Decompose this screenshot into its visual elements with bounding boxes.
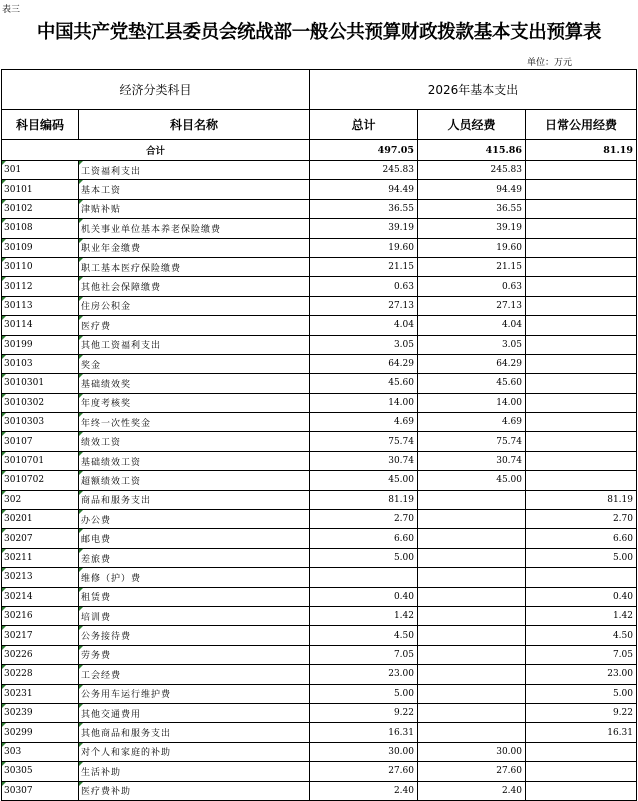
row-public <box>526 277 637 296</box>
table-row <box>2 529 637 548</box>
row-public <box>526 432 637 451</box>
row-total: 30.74 <box>310 451 418 470</box>
table-row <box>2 723 637 742</box>
row-public: 2.70 <box>526 510 637 529</box>
row-code: 30113 <box>2 296 79 315</box>
table-row <box>2 180 637 199</box>
row-code: 30307 <box>2 781 79 800</box>
row-public <box>526 257 637 276</box>
row-total: 0.40 <box>310 587 418 606</box>
row-total: 5.00 <box>310 548 418 567</box>
row-public: 16.31 <box>526 723 637 742</box>
row-personnel <box>418 529 526 548</box>
row-code: 30299 <box>2 723 79 742</box>
row-code: 30216 <box>2 606 79 625</box>
table-row <box>2 703 637 722</box>
row-name: 职业年金缴费 <box>79 238 310 257</box>
row-public <box>526 742 637 761</box>
row-personnel <box>418 606 526 625</box>
table-row <box>2 432 637 451</box>
row-total: 2.70 <box>310 510 418 529</box>
row-name: 对个人和家庭的补助 <box>79 742 310 761</box>
table-row <box>2 161 637 180</box>
header-year-expense: 2026年基本支出 <box>310 70 637 110</box>
row-personnel: 36.55 <box>418 199 526 218</box>
row-total: 6.60 <box>310 529 418 548</box>
row-public: 1.42 <box>526 606 637 625</box>
row-public: 5.00 <box>526 684 637 703</box>
row-personnel: 45.60 <box>418 374 526 393</box>
row-name: 公务用车运行维护费 <box>79 684 310 703</box>
row-code: 30107 <box>2 432 79 451</box>
row-total: 81.19 <box>310 490 418 509</box>
row-total <box>310 568 418 587</box>
row-personnel: 45.00 <box>418 471 526 490</box>
row-total: 36.55 <box>310 199 418 218</box>
row-code: 30109 <box>2 238 79 257</box>
header-econ-category: 经济分类科目 <box>2 70 310 110</box>
header-row-2 <box>2 110 637 140</box>
row-personnel: 30.00 <box>418 742 526 761</box>
table-row <box>2 645 637 664</box>
row-name: 其他工资福利支出 <box>79 335 310 354</box>
row-total: 9.22 <box>310 703 418 722</box>
row-personnel: 94.49 <box>418 180 526 199</box>
row-public: 4.50 <box>526 626 637 645</box>
row-personnel: 27.13 <box>418 296 526 315</box>
row-code: 30110 <box>2 257 79 276</box>
row-personnel: 0.63 <box>418 277 526 296</box>
row-name: 培训费 <box>79 606 310 625</box>
row-name: 公务接待费 <box>79 626 310 645</box>
row-name: 商品和服务支出 <box>79 490 310 509</box>
row-code: 30199 <box>2 335 79 354</box>
row-personnel <box>418 684 526 703</box>
row-personnel: 245.83 <box>418 161 526 180</box>
row-personnel: 39.19 <box>418 219 526 238</box>
row-total: 94.49 <box>310 180 418 199</box>
table-row <box>2 238 637 257</box>
table-row <box>2 219 637 238</box>
row-code: 30112 <box>2 277 79 296</box>
table-row <box>2 684 637 703</box>
row-code: 30228 <box>2 665 79 684</box>
row-code: 3010701 <box>2 451 79 470</box>
row-personnel <box>418 703 526 722</box>
row-total: 4.69 <box>310 413 418 432</box>
row-name: 工资福利支出 <box>79 161 310 180</box>
row-personnel: 19.60 <box>418 238 526 257</box>
table-row <box>2 277 637 296</box>
row-total: 39.19 <box>310 219 418 238</box>
header-personnel: 人员经费 <box>418 110 526 140</box>
row-name: 基础绩效工资 <box>79 451 310 470</box>
row-personnel: 27.60 <box>418 762 526 781</box>
row-personnel: 14.00 <box>418 393 526 412</box>
row-public <box>526 781 637 800</box>
table-number-label: 表三 <box>2 5 21 15</box>
table-row <box>2 606 637 625</box>
row-public <box>526 393 637 412</box>
row-total: 5.00 <box>310 684 418 703</box>
unit-label: 单位：万元 <box>527 58 573 68</box>
row-name: 生活补助 <box>79 762 310 781</box>
row-public <box>526 296 637 315</box>
row-name: 差旅费 <box>79 548 310 567</box>
table-row <box>2 413 637 432</box>
row-code: 30108 <box>2 219 79 238</box>
row-name: 津贴补贴 <box>79 199 310 218</box>
row-name: 邮电费 <box>79 529 310 548</box>
row-total: 23.00 <box>310 665 418 684</box>
table-row <box>2 548 637 567</box>
row-public <box>526 161 637 180</box>
row-total: 27.60 <box>310 762 418 781</box>
row-personnel: 64.29 <box>418 354 526 373</box>
row-name: 租赁费 <box>79 587 310 606</box>
row-public: 6.60 <box>526 529 637 548</box>
row-name: 医疗费 <box>79 316 310 335</box>
row-code: 301 <box>2 161 79 180</box>
row-total: 45.00 <box>310 471 418 490</box>
row-total: 7.05 <box>310 645 418 664</box>
header-row-1 <box>2 70 637 110</box>
table-row <box>2 626 637 645</box>
row-personnel: 21.15 <box>418 257 526 276</box>
table-row <box>2 335 637 354</box>
row-personnel: 2.40 <box>418 781 526 800</box>
row-code: 30214 <box>2 587 79 606</box>
row-total: 27.13 <box>310 296 418 315</box>
header-name: 科目名称 <box>79 110 310 140</box>
row-personnel <box>418 548 526 567</box>
row-total: 4.50 <box>310 626 418 645</box>
row-total: 30.00 <box>310 742 418 761</box>
row-public: 5.00 <box>526 548 637 567</box>
row-code: 303 <box>2 742 79 761</box>
row-public <box>526 316 637 335</box>
row-name: 年终一次性奖金 <box>79 413 310 432</box>
row-name: 机关事业单位基本养老保险缴费 <box>79 219 310 238</box>
row-total: 3.05 <box>310 335 418 354</box>
row-code: 30239 <box>2 703 79 722</box>
table-row <box>2 354 637 373</box>
row-total: 14.00 <box>310 393 418 412</box>
row-total: 21.15 <box>310 257 418 276</box>
table-row <box>2 393 637 412</box>
row-name: 其他商品和服务支出 <box>79 723 310 742</box>
table-row <box>2 490 637 509</box>
row-code: 30211 <box>2 548 79 567</box>
row-name: 办公费 <box>79 510 310 529</box>
row-personnel <box>418 626 526 645</box>
row-code: 30114 <box>2 316 79 335</box>
total-total: 497.05 <box>310 140 418 161</box>
row-name: 绩效工资 <box>79 432 310 451</box>
table-row <box>2 257 637 276</box>
row-total: 19.60 <box>310 238 418 257</box>
row-public <box>526 199 637 218</box>
row-code: 302 <box>2 490 79 509</box>
row-total: 75.74 <box>310 432 418 451</box>
row-code: 30213 <box>2 568 79 587</box>
row-code: 3010302 <box>2 393 79 412</box>
row-public <box>526 335 637 354</box>
row-code: 30207 <box>2 529 79 548</box>
row-name: 医疗费补助 <box>79 781 310 800</box>
row-personnel <box>418 568 526 587</box>
table-row <box>2 471 637 490</box>
row-personnel <box>418 510 526 529</box>
row-public: 9.22 <box>526 703 637 722</box>
row-name: 住房公积金 <box>79 296 310 315</box>
row-personnel <box>418 490 526 509</box>
row-total: 0.63 <box>310 277 418 296</box>
table-row <box>2 568 637 587</box>
row-total: 4.04 <box>310 316 418 335</box>
row-public <box>526 219 637 238</box>
total-personnel: 415.86 <box>418 140 526 161</box>
row-public <box>526 413 637 432</box>
total-row <box>2 140 637 161</box>
table-row <box>2 742 637 761</box>
row-code: 30101 <box>2 180 79 199</box>
row-name: 奖金 <box>79 354 310 373</box>
budget-table <box>1 69 637 801</box>
table-row <box>2 510 637 529</box>
row-code: 3010702 <box>2 471 79 490</box>
row-name: 基本工资 <box>79 180 310 199</box>
row-personnel <box>418 645 526 664</box>
row-total: 2.40 <box>310 781 418 800</box>
row-name: 超额绩效工资 <box>79 471 310 490</box>
table-row <box>2 316 637 335</box>
row-public: 81.19 <box>526 490 637 509</box>
row-code: 30102 <box>2 199 79 218</box>
table-row <box>2 781 637 800</box>
row-total: 45.60 <box>310 374 418 393</box>
row-code: 3010303 <box>2 413 79 432</box>
row-personnel: 4.04 <box>418 316 526 335</box>
header-total: 总计 <box>310 110 418 140</box>
row-personnel <box>418 587 526 606</box>
row-name: 职工基本医疗保险缴费 <box>79 257 310 276</box>
row-public <box>526 568 637 587</box>
row-name: 其他社会保障缴费 <box>79 277 310 296</box>
row-total: 16.31 <box>310 723 418 742</box>
row-code: 30217 <box>2 626 79 645</box>
row-public: 0.40 <box>526 587 637 606</box>
row-code: 3010301 <box>2 374 79 393</box>
table-row <box>2 296 637 315</box>
table-row <box>2 665 637 684</box>
row-code: 30305 <box>2 762 79 781</box>
row-personnel: 75.74 <box>418 432 526 451</box>
row-name: 其他交通费用 <box>79 703 310 722</box>
table-row <box>2 374 637 393</box>
row-personnel <box>418 723 526 742</box>
row-name: 劳务费 <box>79 645 310 664</box>
table-row <box>2 762 637 781</box>
total-label: 合计 <box>2 140 310 161</box>
row-public <box>526 374 637 393</box>
row-personnel: 30.74 <box>418 451 526 470</box>
row-name: 年度考核奖 <box>79 393 310 412</box>
row-code: 30231 <box>2 684 79 703</box>
row-name: 工会经费 <box>79 665 310 684</box>
table-row <box>2 451 637 470</box>
row-public: 7.05 <box>526 645 637 664</box>
row-code: 30226 <box>2 645 79 664</box>
row-name: 维修（护）费 <box>79 568 310 587</box>
header-code: 科目编码 <box>2 110 79 140</box>
row-public <box>526 354 637 373</box>
page-title: 中国共产党垫江县委员会统战部一般公共预算财政拨款基本支出预算表 <box>36 22 602 43</box>
row-personnel: 3.05 <box>418 335 526 354</box>
table-row <box>2 587 637 606</box>
row-personnel <box>418 665 526 684</box>
row-total: 245.83 <box>310 161 418 180</box>
row-code: 30201 <box>2 510 79 529</box>
row-public <box>526 238 637 257</box>
row-public: 23.00 <box>526 665 637 684</box>
row-personnel: 4.69 <box>418 413 526 432</box>
row-public <box>526 451 637 470</box>
row-code: 30103 <box>2 354 79 373</box>
row-total: 1.42 <box>310 606 418 625</box>
row-public <box>526 762 637 781</box>
row-public <box>526 180 637 199</box>
row-name: 基础绩效奖 <box>79 374 310 393</box>
table-row <box>2 199 637 218</box>
row-total: 64.29 <box>310 354 418 373</box>
total-public: 81.19 <box>526 140 637 161</box>
header-public: 日常公用经费 <box>526 110 637 140</box>
row-public <box>526 471 637 490</box>
